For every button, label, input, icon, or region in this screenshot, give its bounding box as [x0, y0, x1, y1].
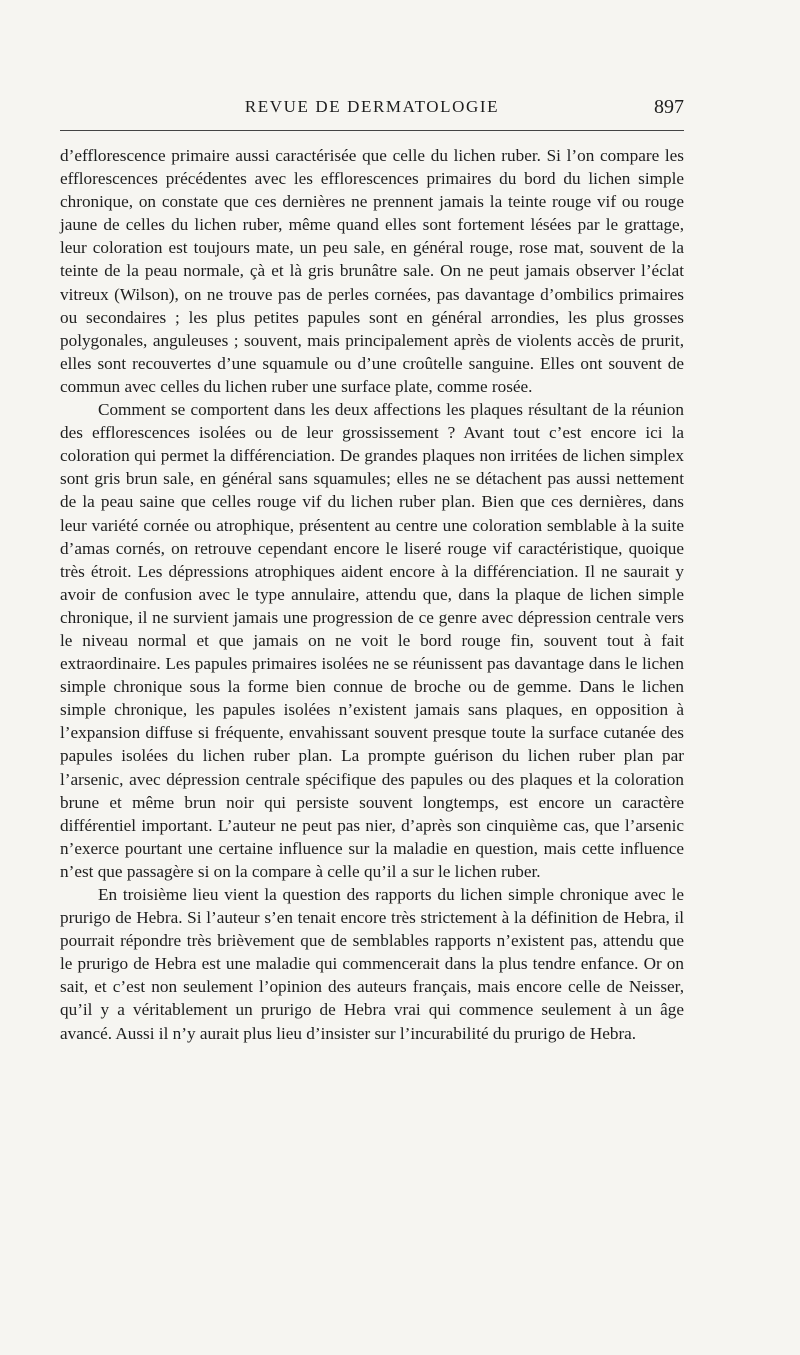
page-number: 897: [654, 96, 684, 118]
paragraph-1: d’efflorescence primaire aussi caractérisée que celle du lichen ruber. Si l’on compare les efflorescences précédentes avec les efflorescences primaires du bord du lichen simple chronique, on constate que ces dernières ne prennent jamais la teinte rouge vif ou rouge jaune de celles du lichen ruber, même quand elles sont fortement lésées par le grattage, leur coloration est toujours mate, un peu sale, en général rouge, rose mat, souvent de la teinte de la peau normale, çà et là gris brunâtre sale. On ne peut jamais observer l’éclat vitreux (Wilson), on ne trouve pas de perles cornées, pas davantage d’ombilics primaires ou secondaires ; les plus petites papules sont en général arrondies, les plus grosses polygonales, anguleuses ; souvent, mais principalement après de violents accès de prurit, elles sont recouvertes d’une squamule ou d’une croûtelle sanguine. Elles ont souvent de commun avec celles du lichen ruber une surface plate, comme rosée.: [60, 146, 684, 396]
running-title: REVUE DE DERMATOLOGIE: [244, 97, 500, 116]
paragraph-2: Comment se comportent dans les deux affections les plaques résultant de la réunion des efflorescences isolées ou de leur grossissement ? Avant tout c’est encore ici la coloration qui permet la différenciation. De grandes plaques non irritées de lichen simplex sont gris brun sale, en général sans squamules; elles ne se détachent pas aussi nettement de la peau saine que celles rouge vif du lichen ruber plan. Bien que ces dernières, dans leur variété cornée ou atrophique, présentent au centre une coloration semblable à la suite d’amas cornés, on retrouve cependant encore le liseré rouge vif caractéristique, quoique très étroit. Les dépressions atrophiques aident encore à la différenciation. Il ne saurait y avoir de confusion avec le type annulaire, attendu que, dans la plaque de lichen simple chronique, il ne survient jamais une progression de ce genre avec dépression centrale vers le niveau normal et que jamais on ne voit le bord rouge fin, souvent tout à fait extraordinaire. Les papules primaires isolées ne se réunissent pas davantage dans le lichen simple chronique sous la forme bien connue de broche ou de gemme. Dans le lichen simple chronique, les papules isolées n’existent jamais sans plaques, en opposition à l’expansion diffuse si fréquente, envahissant souvent presque toute la surface cutanée des papules isolées du lichen ruber plan. La prompte guérison du lichen ruber plan par l’arsenic, avec dépression centrale spécifique des papules ou des plaques et la coloration brune et même brun noir qui persiste souvent longtemps, est encore un caractère différentiel important. L’auteur ne peut pas nier, d’après son cinquième cas, que l’arsenic n’exerce pourtant une certaine influence sur la maladie en question, mais cette influence n’est que passagère si on la compare à celle qu’il a sur le lichen ruber.: [60, 400, 684, 881]
header-rule: [60, 130, 684, 131]
running-header: [60, 92, 684, 122]
body-text: [60, 144, 684, 1045]
paragraph-3: En troisième lieu vient la question des rapports du lichen simple chronique avec le prurigo de Hebra. Si l’auteur s’en tenait encore très strictement à la définition de Hebra, il pourrait répondre très brièvement que de semblables rapports n’existent pas, attendu que le prurigo de Hebra est une maladie qui commencerait dans la plus tendre enfance. Or on sait, et c’est non seulement l’opinion des auteurs français, mais encore celle de Neisser, qu’il y a véritablement un prurigo de Hebra vrai qui commence seulement à un âge avancé. Aussi il n’y aurait plus lieu d’insister sur l’incurabilité du prurigo de Hebra.: [60, 885, 684, 1043]
